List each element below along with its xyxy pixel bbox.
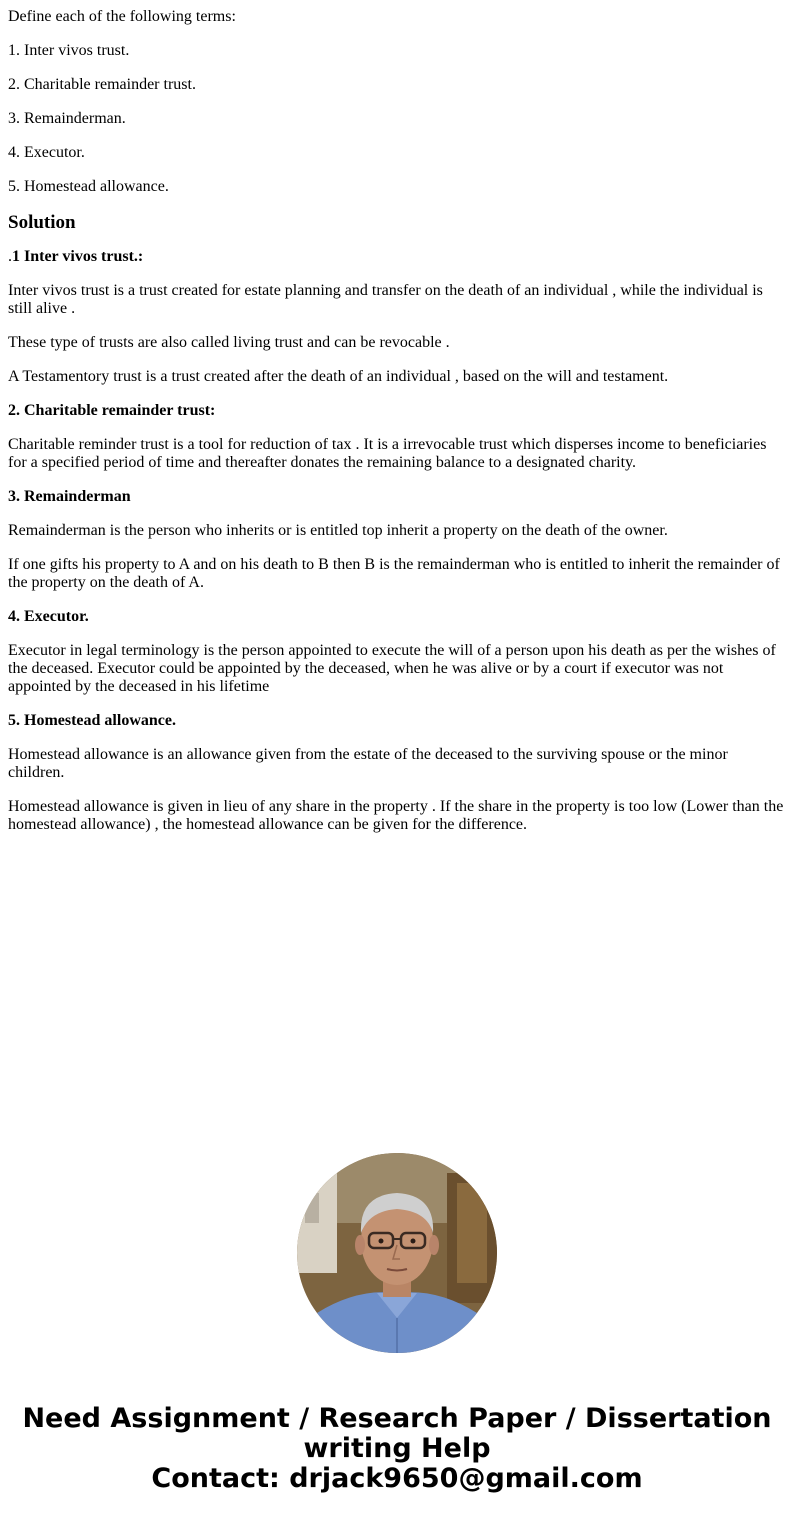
section-paragraph: If one gifts his property to A and on his death to B then B is the remainderman who is entitled to inherit the remainder of the property on the death of A.	[8, 556, 780, 591]
section-title-text: 1 Inter vivos trust.:	[12, 248, 144, 265]
question-item: 5. Homestead allowance.	[8, 178, 169, 195]
question-item: 3. Remainderman.	[8, 110, 126, 127]
section-title-remainderman: 3. Remainderman	[8, 488, 131, 505]
solution-heading: Solution	[8, 212, 76, 233]
section-paragraph: These type of trusts are also called living trust and can be revocable .	[8, 334, 450, 351]
section-paragraph: Homestead allowance is given in lieu of any share in the property . If the share in the property is too low (Lower than the homestead allowance) , the homestead allowance can be given for the difference.	[8, 798, 784, 833]
section-paragraph: A Testamentory trust is a trust created after the death of an individual , based on the will and testament.	[8, 368, 669, 385]
promo-line-2: writing Help	[303, 1433, 491, 1464]
author-avatar	[297, 1153, 497, 1353]
question-item: 1. Inter vivos trust.	[8, 42, 130, 59]
section-paragraph: Charitable reminder trust is a tool for reduction of tax . It is a irrevocable trust which disperses income to beneficiaries for a specified period of time and thereafter donates the remaining balance to a designated charity.	[8, 436, 767, 471]
section-title-executor: 4. Executor.	[8, 608, 89, 625]
document-content	[8, 8, 786, 850]
section-paragraph: Remainderman is the person who inherits or is entitled top inherit a property on the death of the owner.	[8, 522, 668, 539]
section-prefix: .	[8, 248, 12, 265]
question-item: 4. Executor.	[8, 144, 85, 161]
section-title-homestead: 5. Homestead allowance.	[8, 712, 176, 729]
promo-contact: Contact: drjack9650@gmail.com	[151, 1463, 643, 1494]
section-title-inter-vivos	[8, 248, 786, 266]
question-item: 2. Charitable remainder trust.	[8, 76, 196, 93]
promo-line-1: Need Assignment / Research Paper / Dissertation	[22, 1403, 772, 1434]
promo-footer	[0, 1404, 794, 1494]
section-paragraph: Homestead allowance is an allowance given from the estate of the deceased to the surviving spouse or the minor children.	[8, 746, 728, 781]
section-title-charitable: 2. Charitable remainder trust:	[8, 402, 216, 419]
avatar-portrait-icon	[297, 1153, 497, 1353]
section-paragraph: Inter vivos trust is a trust created for estate planning and transfer on the death of an individual , while the individual is still alive .	[8, 282, 763, 317]
question-intro: Define each of the following terms:	[8, 8, 236, 25]
section-paragraph: Executor in legal terminology is the person appointed to execute the will of a person upon his death as per the wishes of the deceased. Executor could be appointed by the deceased, when he was alive or by a court if executor was not appointed by the deceased in his lifetime	[8, 642, 776, 695]
